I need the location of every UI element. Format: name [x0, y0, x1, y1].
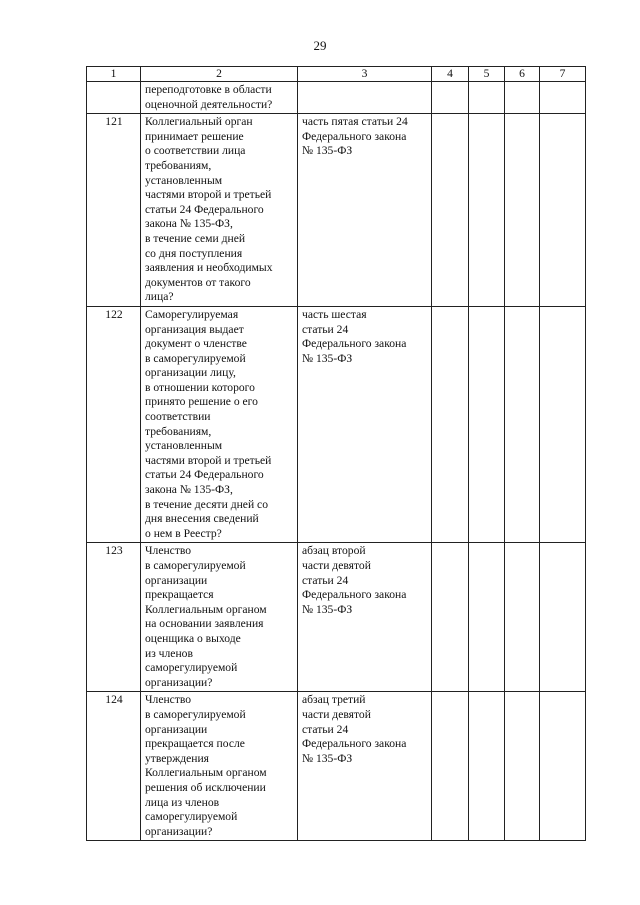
col-7-cell: [540, 306, 586, 543]
header-cell: 6: [505, 67, 540, 82]
col-7-cell: [540, 692, 586, 841]
reference-line: № 135-ФЗ: [302, 751, 353, 765]
table-row: [87, 692, 586, 841]
requirement-line: статьи 24 Федерального: [145, 468, 264, 482]
requirement-line: Саморегулируемая: [145, 307, 239, 321]
col-7-cell: [540, 114, 586, 307]
reference-line: статьи 24: [302, 722, 349, 736]
legal-reference-cell: [298, 82, 432, 114]
requirement-line: организация выдает: [145, 322, 244, 336]
requirement-line: документов от такого: [145, 275, 251, 289]
col-5-cell: [469, 692, 505, 841]
requirement-line: Членство: [145, 544, 192, 558]
table-row: [87, 543, 586, 692]
col-4-cell: [432, 306, 469, 543]
reference-line: Федерального закона: [302, 588, 407, 602]
requirement-cell: [141, 114, 298, 307]
requirement-line: соответствии: [145, 410, 211, 424]
requirement-line: прекращается после: [145, 737, 245, 751]
requirement-line: принимает решение: [145, 129, 244, 143]
requirement-line: саморегулируемой: [145, 661, 238, 675]
requirement-line: в течение семи дней: [145, 231, 246, 245]
col-5-cell: [469, 543, 505, 692]
table-row: [87, 306, 586, 543]
col-6-cell: [505, 692, 540, 841]
requirement-cell: [141, 543, 298, 692]
reference-line: № 135-ФЗ: [302, 602, 353, 616]
requirement-line: о нем в Реестр?: [145, 526, 222, 540]
requirement-line: закона № 135-ФЗ,: [145, 217, 233, 231]
col-4-cell: [432, 82, 469, 114]
col-5-cell: [469, 114, 505, 307]
header-cell: 2: [141, 67, 298, 82]
requirement-line: в отношении которого: [145, 380, 255, 394]
col-5-cell: [469, 306, 505, 543]
requirement-line: о соответствии лица: [145, 144, 246, 158]
reference-line: статьи 24: [302, 322, 349, 336]
requirement-line: прекращается: [145, 588, 214, 602]
col-4-cell: [432, 692, 469, 841]
requirement-line: заявления и необходимых: [145, 261, 273, 275]
requirement-line: документ о членстве: [145, 337, 247, 351]
table-row: [87, 82, 586, 114]
reference-line: абзац второй: [302, 544, 366, 558]
reference-line: часть шестая: [302, 307, 367, 321]
col-5-cell: [469, 82, 505, 114]
col-6-cell: [505, 114, 540, 307]
reference-line: часть пятая статьи 24: [302, 115, 408, 129]
requirement-line: решения об исключении: [145, 780, 266, 794]
reference-line: № 135-ФЗ: [302, 144, 353, 158]
reference-line: части девятой: [302, 559, 371, 572]
requirement-line: лица?: [145, 290, 174, 304]
requirement-line: переподготовке в области: [145, 83, 272, 96]
requirement-line: требованиям,: [145, 424, 212, 438]
row-number: 121: [87, 114, 141, 307]
requirement-line: статьи 24 Федерального: [145, 202, 264, 216]
row-number: 124: [87, 692, 141, 841]
requirement-line: организации лицу,: [145, 366, 236, 380]
requirement-cell: [141, 82, 298, 114]
requirement-line: установленным: [145, 173, 223, 187]
requirement-line: в саморегулируемой: [145, 351, 246, 365]
header-cell: 4: [432, 67, 469, 82]
header-cell: 3: [298, 67, 432, 82]
col-7-cell: [540, 82, 586, 114]
requirement-line: Коллегиальный орган: [145, 115, 253, 129]
requirement-line: оценочной деятельности?: [145, 97, 273, 111]
page-number: 29: [313, 38, 327, 53]
requirement-line: лица из членов: [145, 795, 220, 809]
row-number: [87, 82, 141, 114]
requirement-line: саморегулируемой: [145, 810, 238, 824]
legal-reference-cell: [298, 543, 432, 692]
header-cell: 7: [540, 67, 586, 82]
requirement-line: организации: [145, 573, 208, 587]
requirement-line: в течение десяти дней со: [145, 497, 269, 511]
legal-reference-cell: [298, 114, 432, 307]
col-6-cell: [505, 543, 540, 692]
requirement-line: организации?: [145, 675, 213, 689]
requirement-line: со дня поступления: [145, 246, 243, 260]
requirement-line: установленным: [145, 439, 223, 453]
requirement-line: организации: [145, 722, 208, 736]
requirement-line: на основании заявления: [145, 617, 264, 631]
header-row: [87, 67, 586, 82]
reference-line: Федерального закона: [302, 337, 407, 351]
header-cell: 5: [469, 67, 505, 82]
requirement-line: Коллегиальным органом: [145, 602, 267, 616]
legal-reference-cell: [298, 306, 432, 543]
requirement-line: в саморегулируемой: [145, 559, 246, 572]
row-number: 122: [87, 306, 141, 543]
requirement-line: принято решение о его: [145, 395, 258, 409]
requirement-line: Членство: [145, 693, 192, 707]
requirement-line: Коллегиальным органом: [145, 766, 267, 780]
requirement-line: частями второй и третьей: [145, 453, 272, 467]
requirement-line: частями второй и третьей: [145, 188, 272, 202]
reference-line: части девятой: [302, 707, 371, 721]
reference-line: абзац третий: [302, 693, 366, 707]
col-4-cell: [432, 114, 469, 307]
reference-line: статьи 24: [302, 573, 349, 587]
requirement-line: из членов: [145, 646, 193, 660]
col-7-cell: [540, 543, 586, 692]
requirement-line: организации?: [145, 824, 213, 838]
requirement-line: дня внесения сведений: [145, 512, 259, 526]
reference-line: № 135-ФЗ: [302, 351, 353, 365]
requirement-line: утверждения: [145, 751, 210, 765]
requirement-line: оценщика о выходе: [145, 631, 241, 645]
requirement-line: в саморегулируемой: [145, 707, 246, 721]
header-cell: 1: [87, 67, 141, 82]
col-4-cell: [432, 543, 469, 692]
col-6-cell: [505, 82, 540, 114]
row-number: 123: [87, 543, 141, 692]
requirement-cell: [141, 692, 298, 841]
reference-line: Федерального закона: [302, 129, 407, 143]
requirement-line: закона № 135-ФЗ,: [145, 483, 233, 497]
table-row: [87, 114, 586, 307]
requirement-line: требованиям,: [145, 158, 212, 172]
legal-reference-cell: [298, 692, 432, 841]
checklist-table: [86, 66, 586, 841]
requirement-cell: [141, 306, 298, 543]
col-6-cell: [505, 306, 540, 543]
reference-line: Федерального закона: [302, 737, 407, 751]
